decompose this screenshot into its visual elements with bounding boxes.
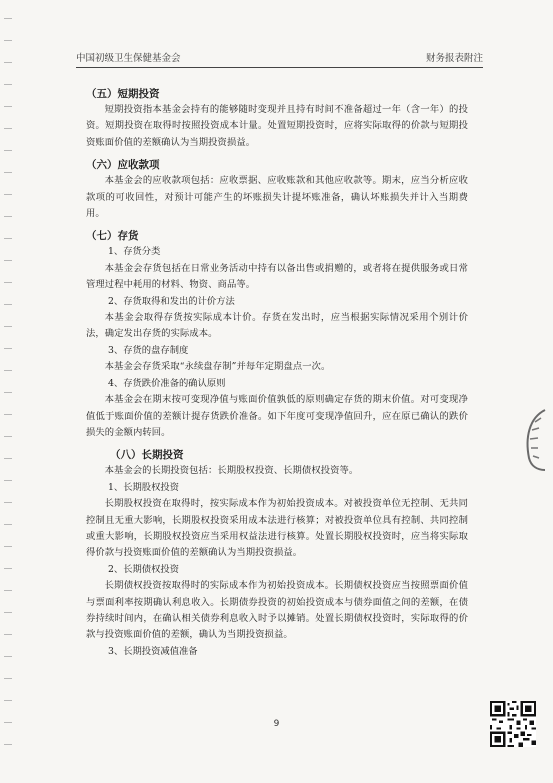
subheading: 1、长期股权投资: [108, 481, 179, 493]
paragraph: 短期投资指本基金会持有的能够随时变现并且持有时间不准备超过一年（含一年）的投资。短期投资在取得时按照投资成本计量。处置短期投资时，应将实际取得的价款与短期投资账面价值的差额确认为当期投资损益。: [86, 104, 468, 148]
heading-long-term-investment: （八）长期投资: [110, 449, 184, 462]
subheading: 4、存货跌价准备的确认原则: [108, 377, 226, 389]
heading-short-term-investment: （五）短期投资: [86, 88, 160, 100]
header-rule: [76, 67, 483, 68]
paragraph: 本基金会在期末按可变现净值与账面价值孰低的原则确定存货的期末价值。对可变现净值低于账面价值的差额计提存货跌价准备。如下年度可变现净值回升，应在原已确认的跌价损失的金额内转回。: [86, 394, 468, 438]
subheading: 3、存货的盘存制度: [108, 344, 189, 356]
heading-receivables: （六）应收款项: [86, 159, 160, 172]
seal-stamp-icon: [521, 408, 547, 472]
paragraph: 长期债权投资按取得时的实际成本作为初始投资成本。长期债权投资应当按照票面价值与票面利率按期确认利息收入。长期债券投资的初始投资成本与债券面值之间的差额，在债券持续时间内，在确认相关债券利息收入时予以摊销。处置长期债权投资时，实际取得的价款与投资账面价值的差额，确认为当期投资损益。: [86, 580, 468, 641]
subheading: 2、长期债权投资: [108, 563, 179, 575]
binding-marks: [4, 18, 12, 758]
body-text: [86, 80, 468, 660]
page-number: 9: [273, 719, 280, 729]
paragraph: 本基金会的长期投资包括：长期股权投资、长期债权投资等。: [104, 465, 359, 477]
subheading: 2、存货取得和发出的计价方法: [108, 295, 235, 307]
paragraph: 本基金会的应收款项包括：应收票据、应收账款和其他应收款等。期末，应当分析应收款项的可收回性，对预计可能产生的坏账损失计提坏账准备，确认坏账损失并计入当期费用。: [86, 175, 468, 220]
subheading: 3、长期投资减值准备: [108, 645, 198, 657]
paragraph: 本基金会存货采取“永续盘存制”并每年定期盘点一次。: [104, 361, 331, 373]
header-section-title: 财务报表附注: [425, 53, 483, 64]
paragraph: 长期股权投资在取得时，按实际成本作为初始投资成本。对被投资单位无控制、无共同控制且无重大影响，长期股权投资采用成本法进行核算；对被投资单位具有控制、共同控制或重大影响，长期股权投资应当采用权益法进行核算。处置长期股权投资时，应当将实际取得价款与投资账面价值的差额确认为当期投资损益。: [86, 498, 468, 559]
subheading: 1、存货分类: [108, 246, 161, 258]
qr-code-icon: [490, 701, 536, 747]
page-header: [76, 50, 483, 66]
paragraph: 本基金会存货包括在日常业务活动中持有以备出售或捐赠的，或者将在提供服务或日常管理过程中耗用的材料、物资、商品等。: [86, 262, 468, 291]
paragraph: 本基金会取得存货按实际成本计价。存货在发出时，应当根据实际情况采用个别计价法，确定发出存货的实际成本。: [86, 312, 468, 340]
header-organization: 中国初级卫生保健基金会: [76, 53, 181, 64]
heading-inventory: （七）存货: [86, 230, 139, 243]
